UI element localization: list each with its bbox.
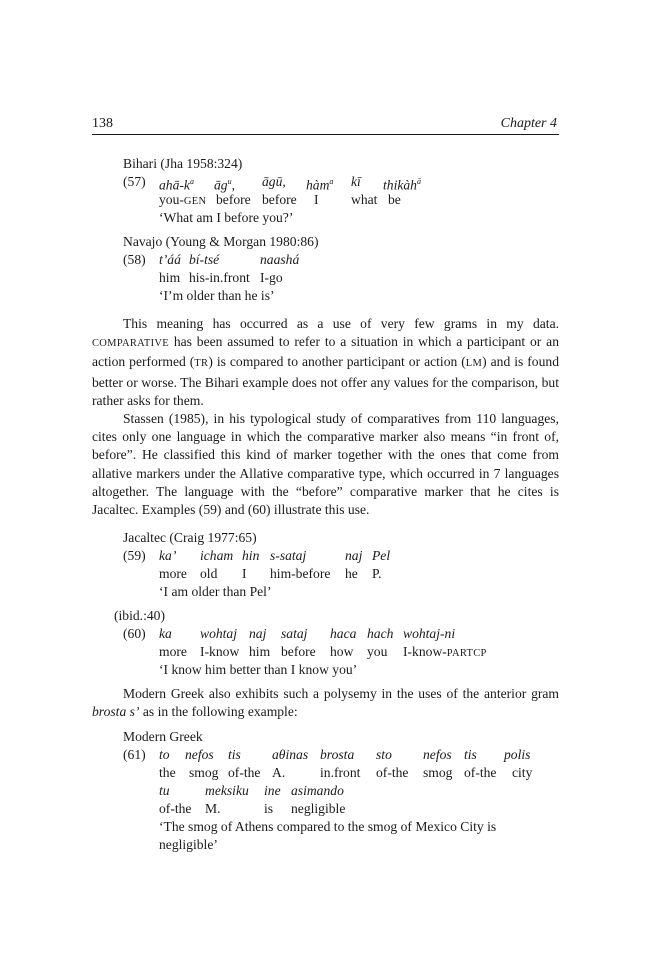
example-gloss: you-GEN before before I what be (159, 192, 401, 207)
example-translation: ‘I know him better than I know you’ (159, 662, 358, 678)
example-source-ibid: (ibid.:40) (114, 608, 165, 624)
example-source-bihari: Bihari (Jha 1958:324) (123, 156, 243, 171)
example-translation-continued: negligible’ (159, 836, 218, 852)
example-translation: ‘The smog of Athens compared to the smog of Mexico City is (159, 818, 497, 834)
example-words: ka wohtaj naj sataj haca hach wohtaj-ni (159, 626, 456, 642)
example-translation: ‘I am older than Pel’ (159, 584, 272, 600)
example-number: (59) (123, 548, 146, 564)
paragraph-2: Stassen (1985), in his typological study of comparatives from 110 languages, cites only one language in which the comparative marker also means “in front of, before”. He classified this kind of marker together with the ones that come from allative markers under the Allative comparative type, which occurred in 7 languages altogether. The language with the “before” comparative marker that he cites is Jacaltec. Examples (59) and (60) illustrate this use. (92, 411, 559, 518)
example-source-greek: Modern Greek (123, 728, 203, 744)
page-number: 138 (92, 116, 113, 131)
example-words: to nefos tis aθinas brosta sto nefos tis polis (159, 746, 531, 762)
chapter-title: Chapter 4 (500, 116, 557, 131)
example-gloss: the smog of-the A. in.front of-the smog of-the city (159, 764, 533, 780)
book-page (92, 112, 559, 854)
example-source-navajo: Navajo (Young & Morgan 1980:86) (123, 234, 319, 249)
example-words: ahā-$k^a$ $āg^u$, āgū, hàm$^a$ kī thikàh$^ā$ (159, 174, 421, 193)
example-gloss: more I-know him before how you I-know-PARTCP (159, 644, 487, 660)
running-header (92, 112, 559, 135)
example-number: (57) (123, 174, 146, 189)
paragraph-3: Modern Greek also exhibits such a polysemy in the uses of the anterior gram brosta s’ as in the following example: (92, 686, 559, 720)
example-61 (123, 746, 559, 854)
paragraph-1: This meaning has occurred as a use of very few grams in my data. COMPARATIVE has been assumed to refer to a situation in which a participant or an action performed (TR) is compared to another participant or action (LM) and is found better or worse. The Bihari example does not offer any values for the comparison, but rather asks for them. (92, 316, 559, 408)
example-words: ka’ icham hin s-sataj naj Pel (159, 548, 391, 564)
example-translation: ‘I’m older than he is’ (159, 288, 275, 303)
example-gloss-continued: of-the M. is negligible (159, 800, 346, 816)
example-words-continued: tu meksiku ine asimando (159, 782, 344, 798)
example-gloss: him his-in.front I-go (159, 270, 283, 285)
example-source-jacaltec: Jacaltec (Craig 1977:65) (123, 530, 257, 546)
example-57 (123, 173, 559, 227)
example-number: (58) (123, 252, 146, 267)
example-number: (61) (123, 746, 146, 762)
example-58 (123, 251, 559, 305)
example-gloss: more old I him-before he P. (159, 566, 382, 582)
example-60 (123, 625, 559, 679)
example-words: t’áá bí-tsé naashá (159, 252, 300, 267)
example-number: (60) (123, 626, 146, 642)
example-translation: ‘What am I before you?’ (159, 210, 294, 225)
example-59 (123, 547, 559, 601)
